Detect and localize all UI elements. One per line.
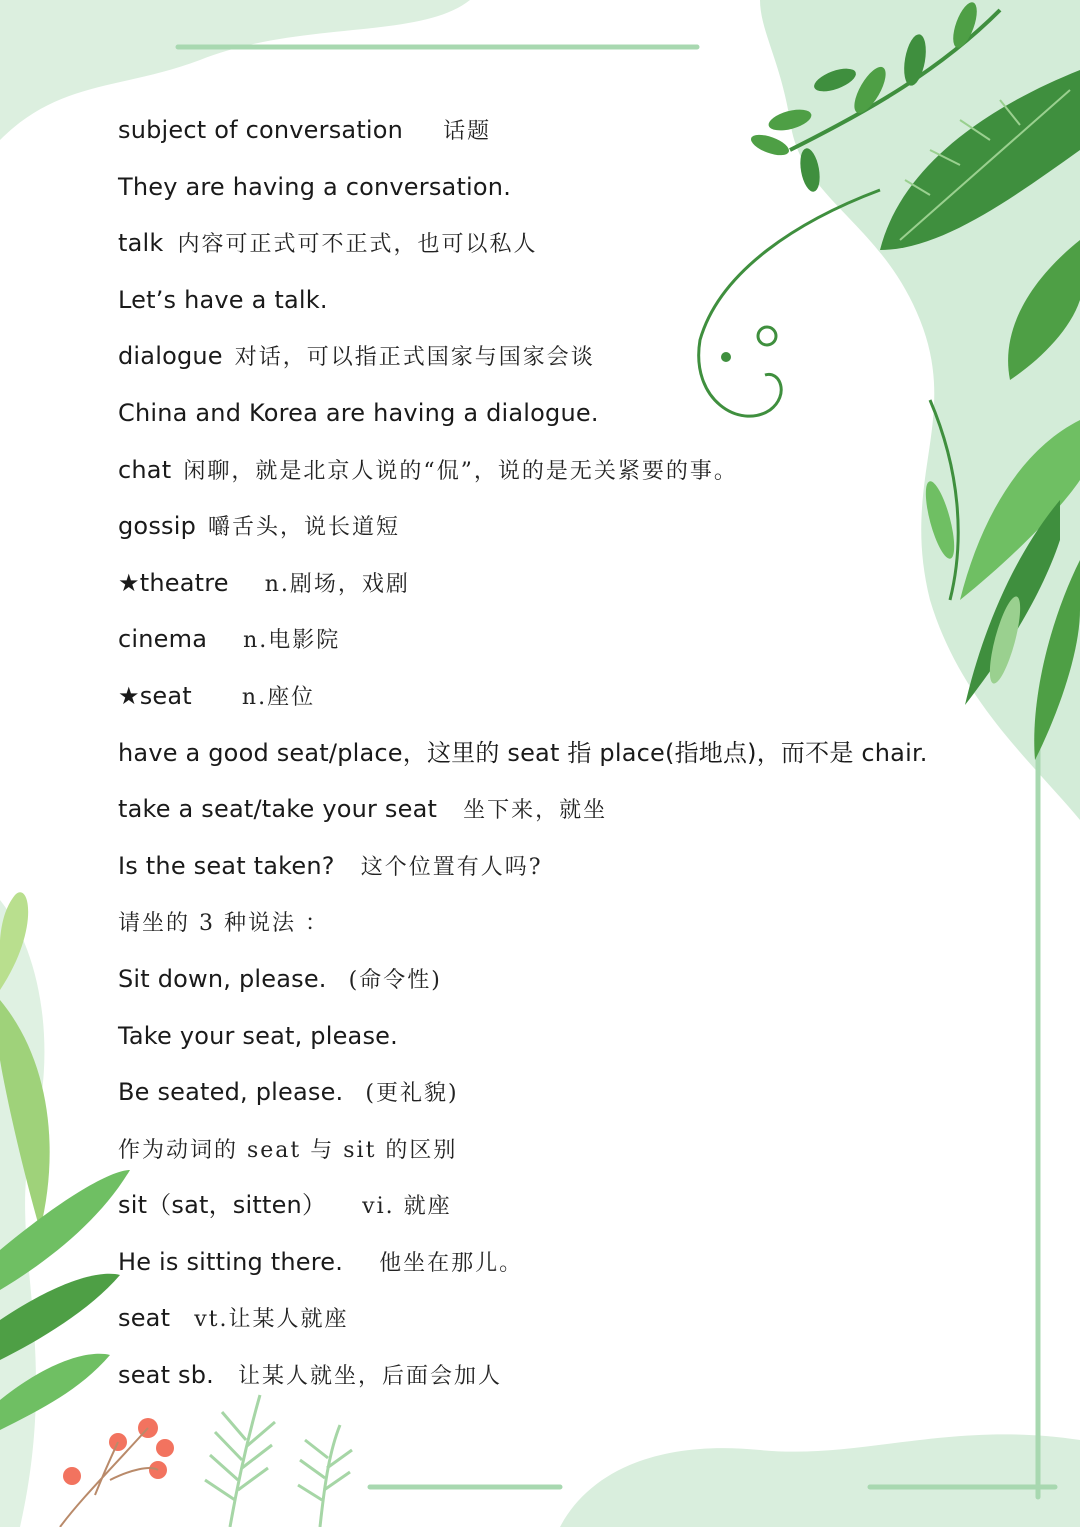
note-line: 作为动词的 seat 与 sit 的区别 <box>118 1137 458 1163</box>
note-line: ★theatre n.剧场，戏剧 <box>118 568 410 597</box>
note-line: Let’s have a talk. <box>118 285 328 314</box>
note-line: subject of conversation 话题 <box>118 116 492 144</box>
note-line: Take your seat, please. <box>118 1021 398 1050</box>
note-line: talk 内容可正式可不正式，也可以私人 <box>118 229 538 258</box>
note-line: Be seated, please. (更礼貌) <box>118 1078 459 1107</box>
note-line: seat sb. 让某人就坐，后面会加人 <box>118 1361 502 1390</box>
note-line: Sit down, please. (命令性) <box>118 964 442 993</box>
note-line: They are having a conversation. <box>118 172 512 201</box>
note-line: chat 闲聊，就是北京人说的“侃”，说的是无关紧要的事。 <box>118 455 738 484</box>
note-line: He is sitting there. 他坐在那儿。 <box>118 1247 524 1276</box>
note-line: 请坐的 3 种说法 ： <box>118 911 329 937</box>
note-line: China and Korea are having a dialogue. <box>118 398 599 427</box>
note-line: sit（sat，sitten） vi. 就座 <box>118 1191 452 1220</box>
note-line: ★seat n.座位 <box>118 681 316 710</box>
vocabulary-notes <box>118 112 978 1414</box>
note-line: take a seat/take your seat 坐下来，就坐 <box>118 795 608 824</box>
note-line: have a good seat/place，这里的 seat 指 place(指地点)，而不是 chair. <box>118 738 928 767</box>
note-line: gossip 嚼舌头，说长道短 <box>118 512 401 541</box>
note-line: Is the seat taken? 这个位置有人吗? <box>118 851 543 880</box>
note-line: cinema n.电影院 <box>118 625 341 654</box>
note-line: dialogue 对话，可以指正式国家与国家会谈 <box>118 342 595 371</box>
note-line: seat vt.让某人就座 <box>118 1304 349 1333</box>
